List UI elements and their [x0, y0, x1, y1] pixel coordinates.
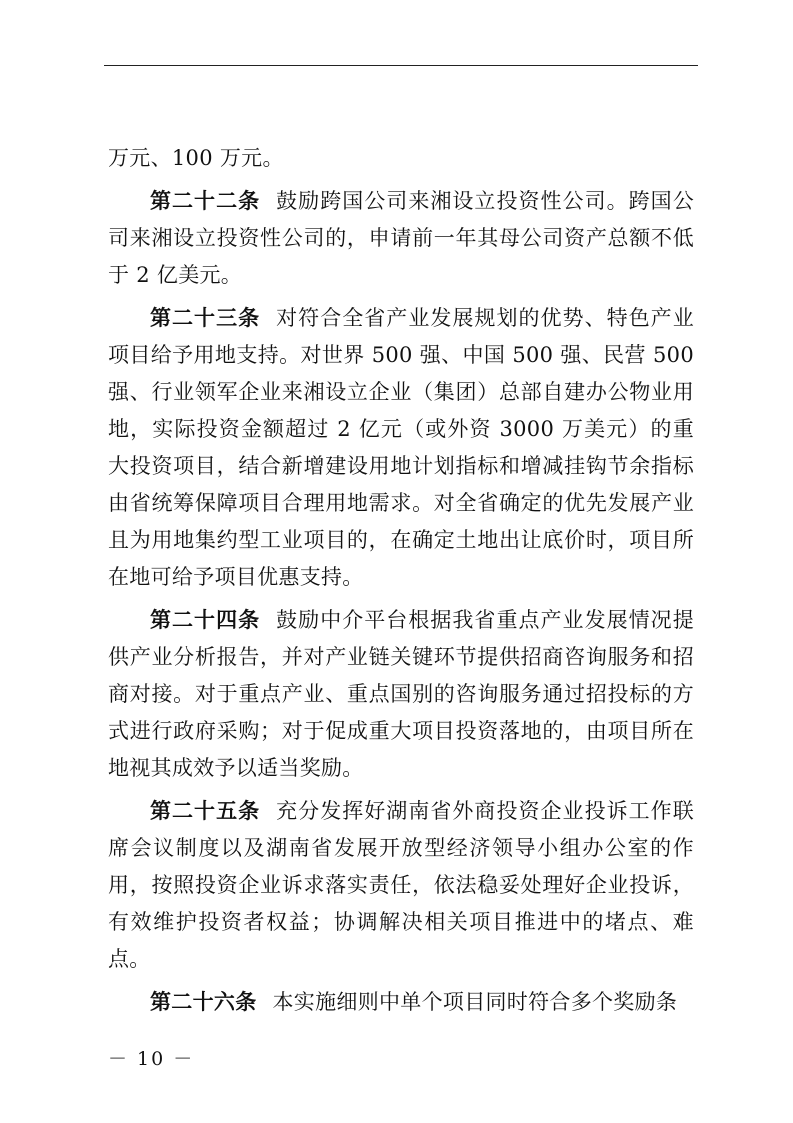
article-text: 对符合全省产业发展规划的优势、特色产业项目给予用地支持。对世界 500 强、中国 500 强、民营 500 强、行业领军企业来湘设立企业（集团）总部自建办公物业用地，实际投资金额超过 2 亿元（或外资 3000 万美元）的重大投资项目，结合新增建设用地计划指标和增减挂钩节余指标由省统筹保障项目合理用地需求。对全省确定的优先发展产业且为用地集约型工业项目的，在确定土地出让底价时，项目所在地可给予项目优惠支持。 — [108, 306, 694, 589]
header-rule — [104, 65, 698, 66]
article-title: 第二十三条 — [150, 306, 261, 330]
article-26 — [108, 984, 694, 1021]
article-title: 第二十六条 — [150, 990, 257, 1014]
article-22 — [108, 183, 694, 294]
article-24 — [108, 602, 694, 787]
article-25 — [108, 793, 694, 978]
paragraph-continuation — [108, 140, 694, 177]
article-text: 鼓励中介平台根据我省重点产业发展情况提供产业分析报告，并对产业链关键环节提供招商咨询服务和招商对接。对于重点产业、重点国别的咨询服务通过招投标的方式进行政府采购；对于促成重大项目投资落地的，由项目所在地视其成效予以适当奖励。 — [108, 608, 694, 780]
article-title: 第二十五条 — [150, 799, 261, 823]
article-text: 本实施细则中单个项目同时符合多个奖励条 — [272, 990, 678, 1014]
article-title: 第二十四条 — [150, 608, 261, 632]
article-text: 鼓励跨国公司来湘设立投资性公司。跨国公司来湘设立投资性公司的，申请前一年其母公司资产总额不低于 2 亿美元。 — [108, 189, 694, 287]
paragraph-text: 万元、100 万元。 — [108, 146, 284, 170]
article-text: 充分发挥好湖南省外商投资企业投诉工作联席会议制度以及湖南省发展开放型经济领导小组办公室的作用，按照投资企业诉求落实责任，依法稳妥处理好企业投诉，有效维护投资者权益；协调解决相关项目推进中的堵点、难点。 — [108, 799, 694, 971]
document-body — [108, 140, 694, 1027]
page-number: － 10 － — [108, 1048, 195, 1070]
article-title: 第二十二条 — [150, 189, 261, 213]
article-23 — [108, 300, 694, 596]
